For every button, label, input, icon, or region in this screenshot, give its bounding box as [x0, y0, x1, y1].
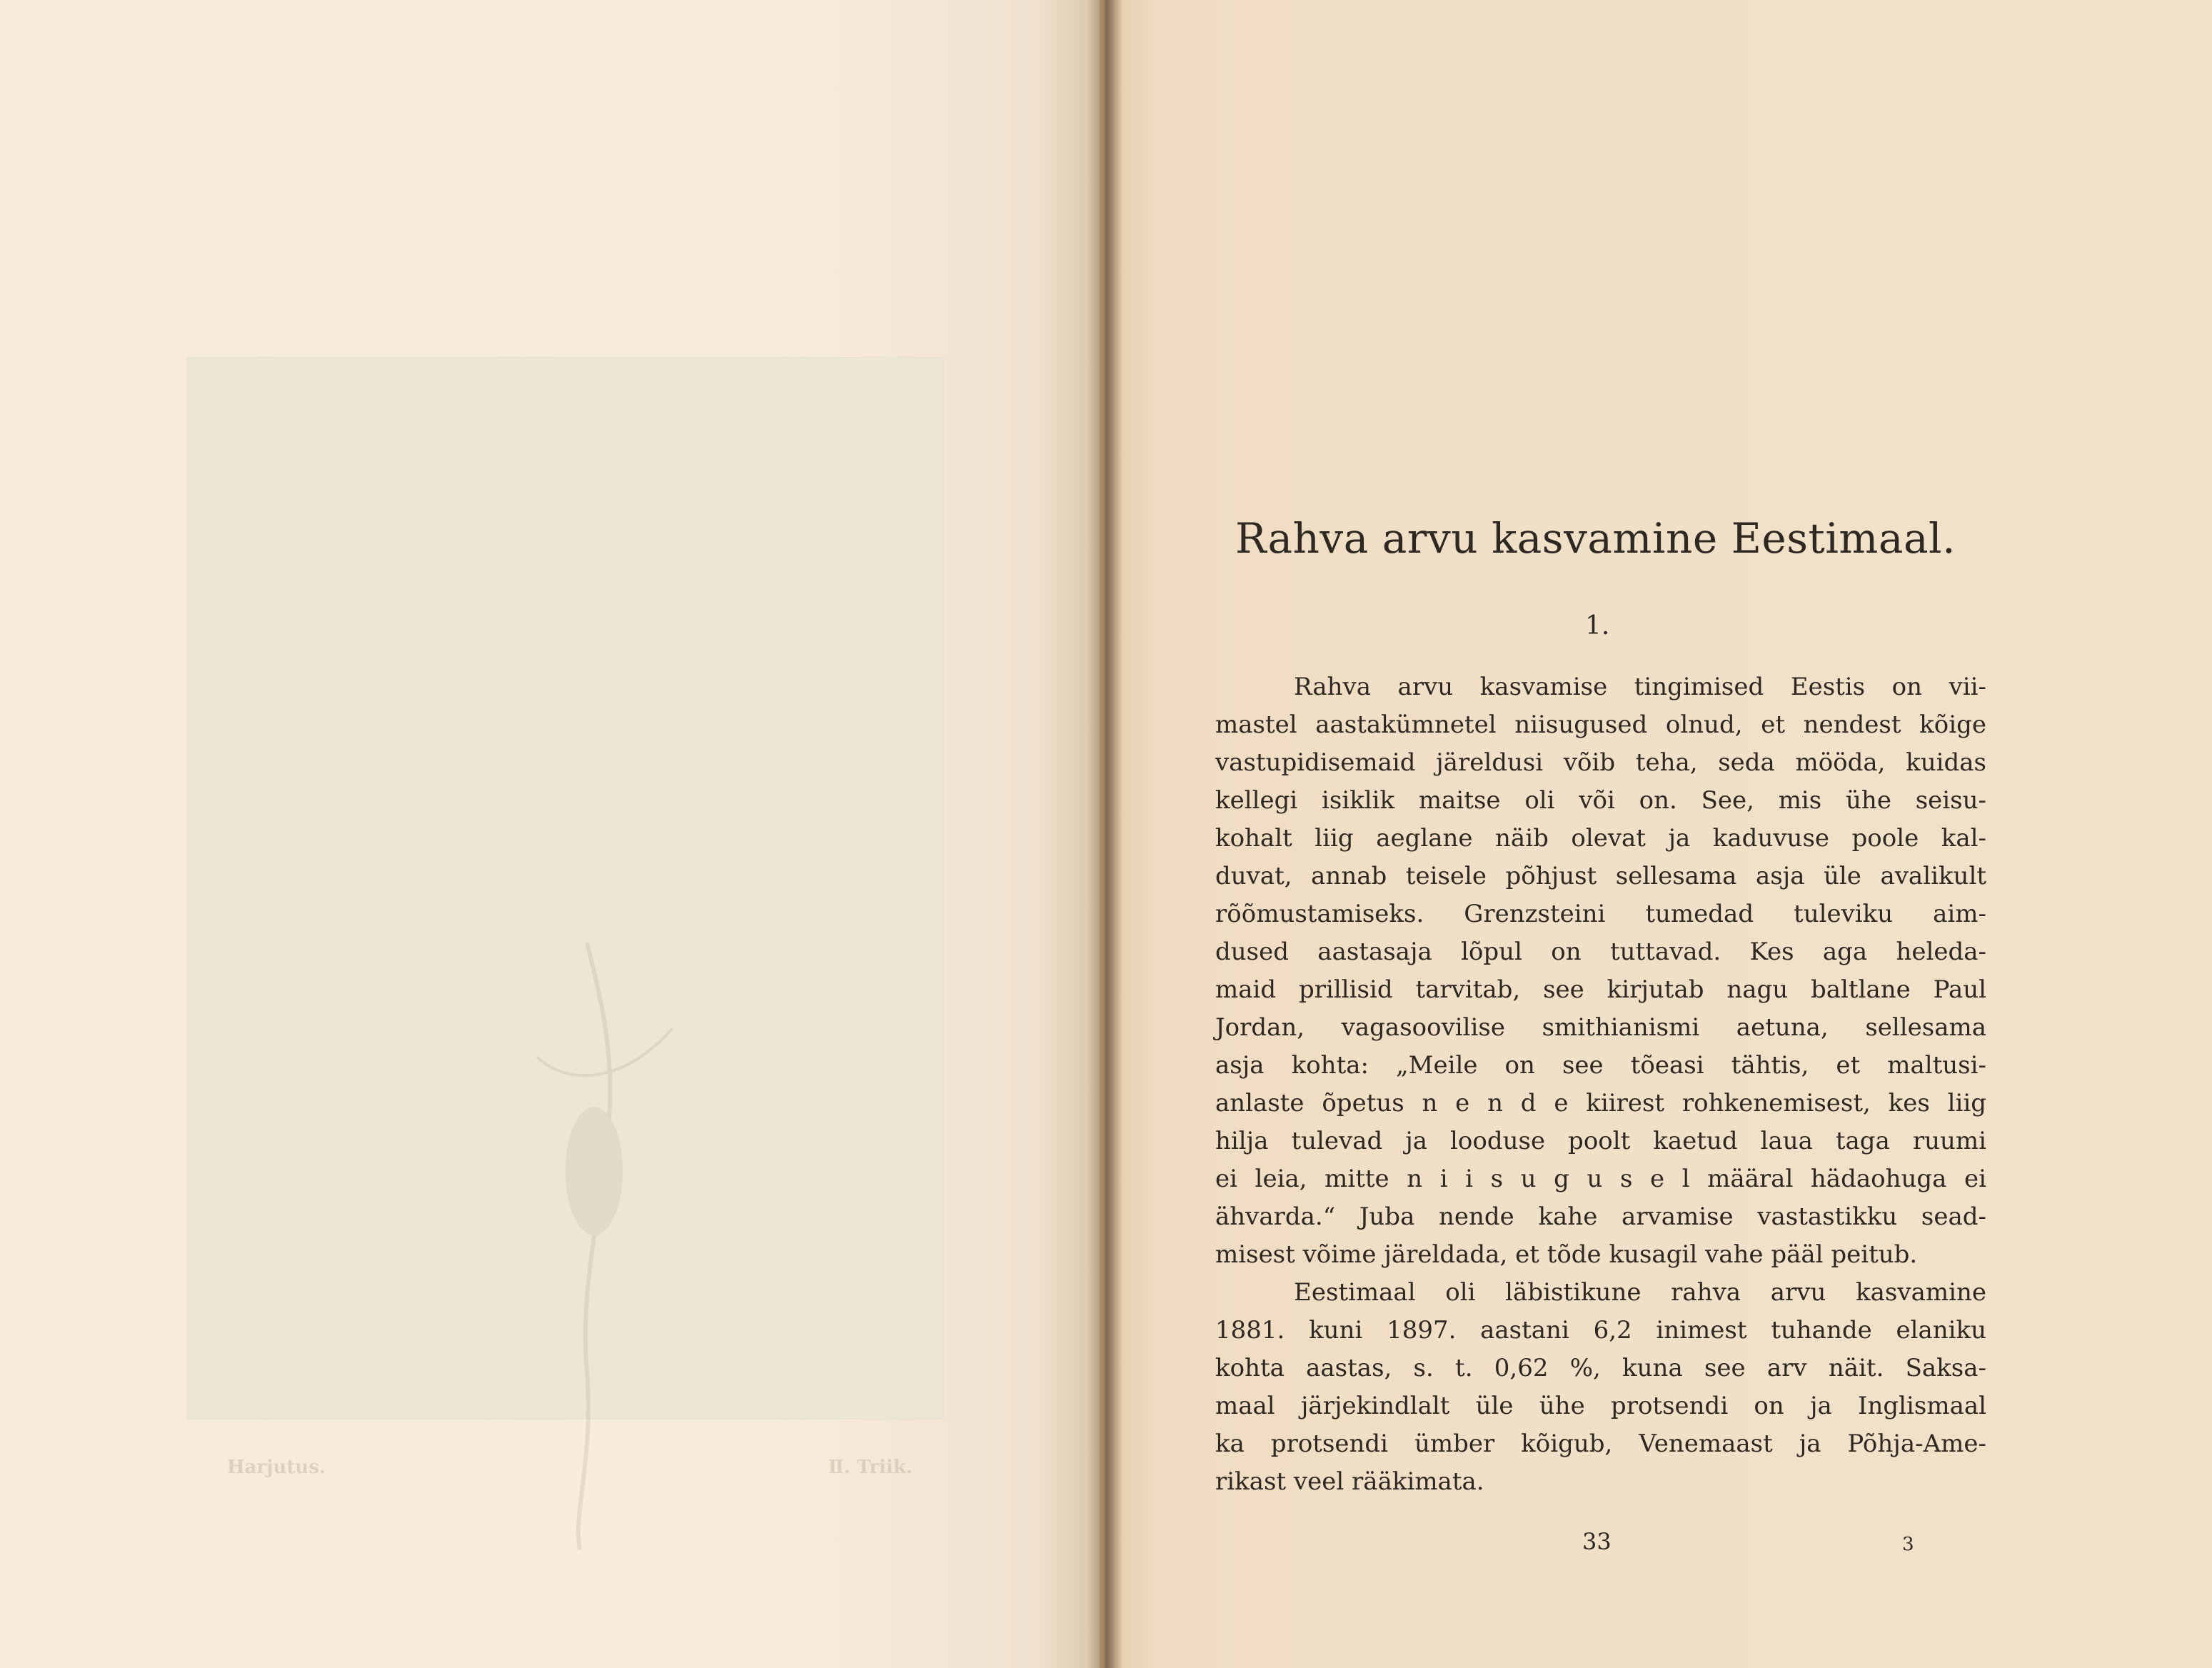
printer-signature: 3 [1902, 1534, 1914, 1555]
text-line: ähvarda.“ Juba nende kahe arvamise vastastikku sead- [1215, 1202, 1986, 1231]
page-number: 33 [1582, 1528, 1612, 1555]
body-text [1215, 668, 1986, 1501]
text-line: rikast veel rääkimata. [1215, 1467, 1484, 1496]
plate-figure-image [494, 914, 680, 1557]
text-line: vastupidisemaid järeldusi võib teha, seda mööda, kuidas [1215, 748, 1986, 777]
text-line: hilja tulevad ja looduse poolt kaetud laua taga ruumi [1215, 1127, 1986, 1155]
text-line: rõõmustamiseks. Grenzsteini tumedad tuleviku aim- [1215, 900, 1986, 928]
book-gutter [1087, 0, 1122, 1668]
text-line: kohalt liig aeglane näib olevat ja kaduvuse poole kal- [1215, 824, 1986, 853]
text-line: Eestimaal oli läbistikune rahva arvu kasvamine [1294, 1278, 1986, 1307]
text-line: 1881. kuni 1897. aastani 6,2 inimest tuhande elaniku [1215, 1316, 1986, 1345]
bleed-through-text [350, 236, 356, 263]
text-line: anlaste õpetus n e n d e kiirest rohkenemisest, kes liig [1215, 1089, 1986, 1117]
text-line: mastel aastakümnetel niisugused olnud, et nendest kõige [1215, 710, 1986, 739]
text-line: asja kohta: „Meile on see tõeasi tähtis, et maltusi- [1215, 1051, 1986, 1080]
plate-caption-left: Ⅱ. Triik. [828, 1457, 913, 1478]
chapter-title: Rahva arvu kasvamine Eestimaal. [1235, 514, 1956, 563]
text-line: ka protsendi ümber kõigub, Venemaast ja Põhja-Ame- [1215, 1430, 1986, 1458]
text-line: kohta aastas, s. t. 0,62 %, kuna see arv näit. Saksa- [1215, 1354, 1986, 1382]
plate-caption-right: Harjutus. [227, 1457, 326, 1478]
text-line: Rahva arvu kasvamise tingimised Eestis on vii- [1294, 673, 1986, 701]
text-line: kellegi isiklik maitse oli või on. See, mis ühe seisu- [1215, 786, 1986, 815]
text-line: maal järjekindlalt üle ühe protsendi on ja Inglismaal [1215, 1392, 1986, 1420]
tissue-covered-plate [187, 357, 944, 1420]
text-line: maid prillisid tarvitab, see kirjutab nagu baltlane Paul [1215, 975, 1986, 1004]
text-line: ei leia, mitte n i i s u g u s e l määral hädaohuga ei [1215, 1165, 1986, 1193]
text-line: dused aastasaja lõpul on tuttavad. Kes aga heleda- [1215, 938, 1986, 966]
text-line: Jordan, vagasoovilise smithianismi aetuna, sellesama [1215, 1013, 1986, 1042]
section-number: 1. [1585, 611, 1610, 640]
left-page [0, 0, 1100, 1668]
text-line: duvat, annab teisele põhjust sellesama asja üle avalikult [1215, 862, 1986, 890]
text-line: misest võime järeldada, et tõde kusagil vahe pääl peitub. [1215, 1240, 1918, 1269]
